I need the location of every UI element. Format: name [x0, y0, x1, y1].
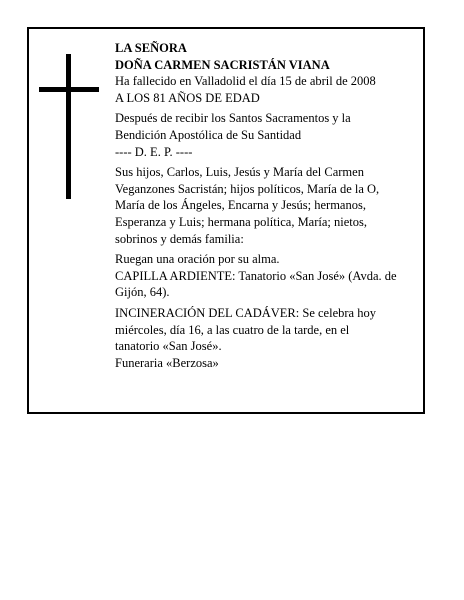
cremation-paragraph: [115, 305, 425, 355]
prayer-line: Ruegan una oración por su alma.: [115, 252, 280, 267]
latin-cross-icon: [39, 54, 99, 199]
chapel-line: CAPILLA ARDIENTE: Tanatorio «San José» (Avda. de: [115, 268, 397, 283]
family-line: Esperanza y Luis; hermana política, María; nietos,: [115, 214, 367, 229]
notice-text: [115, 40, 425, 371]
honorific: LA SEÑORA: [115, 41, 187, 55]
death-line: Ha fallecido en Valladolid el día 15 de abril de 2008: [115, 74, 376, 89]
cremation-line: INCINERACIÓN DEL CADÁVER: Se celebra hoy: [115, 305, 376, 320]
obituary-notice: [27, 27, 425, 414]
family-line: sobrinos y demás familia:: [115, 231, 244, 246]
funeral-home: Funeraria «Berzosa»: [115, 355, 219, 370]
family-paragraph: [115, 164, 425, 247]
cremation-line: tanatorio «San José».: [115, 339, 222, 354]
cross-horizontal-bar: [39, 87, 99, 92]
dep-line: ---- D. E. P. ----: [115, 144, 193, 159]
chapel-paragraph: [115, 268, 425, 301]
family-line: María de los Ángeles, Encarna y Jesús; hermanos,: [115, 198, 366, 213]
family-line: Sus hijos, Carlos, Luis, Jesús y María del Carmen: [115, 165, 364, 180]
deceased-name: DOÑA CARMEN SACRISTÁN VIANA: [115, 57, 330, 72]
age-line: A LOS 81 AÑOS DE EDAD: [115, 90, 260, 105]
sacraments-line: Bendición Apostólica de Su Santidad: [115, 127, 302, 142]
family-line: Veganzones Sacristán; hijos políticos, María de la O,: [115, 181, 380, 196]
cremation-line: miércoles, día 16, a las cuatro de la tarde, en el: [115, 322, 350, 337]
sacraments-paragraph: [115, 110, 425, 143]
sacraments-line: Después de recibir los Santos Sacramentos y la: [115, 111, 351, 126]
chapel-line: Gijón, 64).: [115, 285, 170, 300]
cross-vertical-bar: [66, 54, 71, 199]
